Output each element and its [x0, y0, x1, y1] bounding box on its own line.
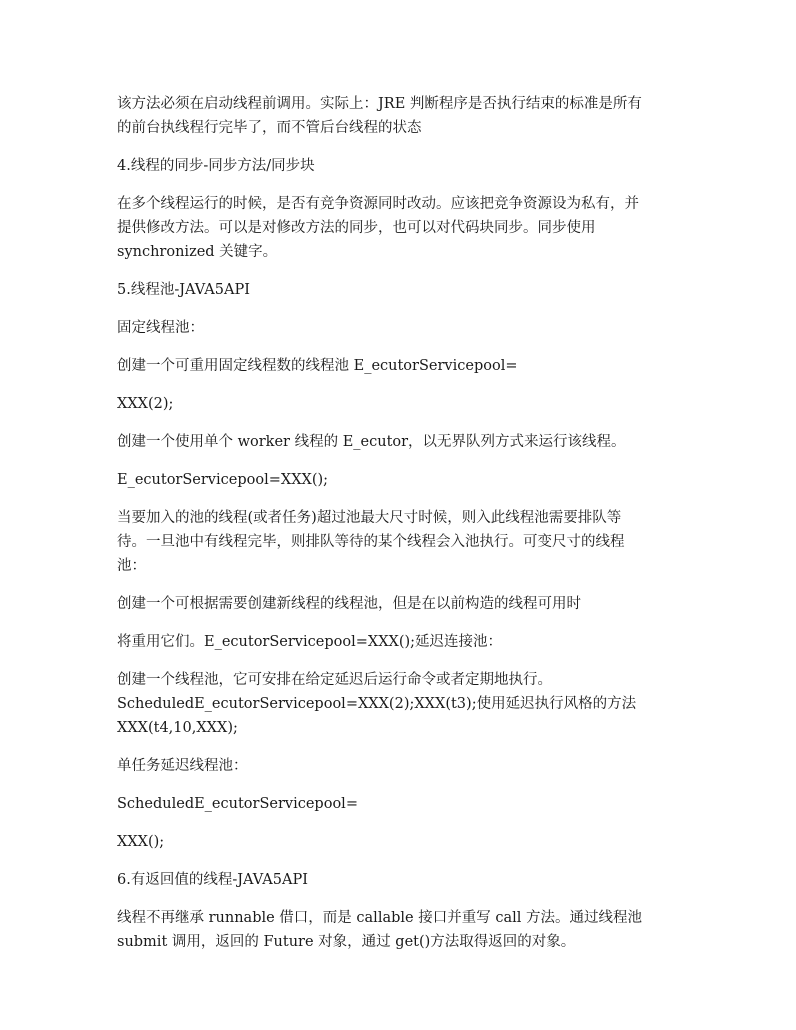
text-line: 当要加入的池的线程(或者任务)超过池最大尺寸时候，则入此线程池需要排队等: [117, 510, 622, 526]
code-fixed-pool: [117, 392, 682, 416]
text-line: 在多个线程运行的时候，是否有竞争资源同时改动。应该把竞争资源设为私有，并: [117, 196, 639, 212]
paragraph-cached-pool: [117, 592, 682, 616]
text-line: 将重用它们。E_ecutorServicepool=XXX();延迟连接池：: [117, 634, 503, 650]
text-line: ScheduledE_ecutorServicepool=: [117, 796, 358, 812]
paragraph-single-worker: [117, 430, 682, 454]
text-line: 提供修改方法。可以是对修改方法的同步，也可以对代码块同步。同步使用: [117, 220, 596, 236]
code-single-scheduled-1: [117, 792, 682, 816]
text-line: 的前台执线程行完毕了，而不管后台线程的状态: [117, 120, 422, 136]
text-line: E_ecutorServicepool=XXX();: [117, 472, 329, 488]
text-line: 单任务延迟线程池：: [117, 758, 248, 774]
text-line: 5.线程池-JAVA5API: [117, 282, 250, 298]
paragraph-sync-desc: [117, 192, 682, 264]
heading-thread-sync: [117, 154, 682, 178]
text-line: 创建一个可根据需要创建新线程的线程池，但是在以前构造的线程可用时: [117, 596, 581, 612]
label-single-scheduled: [117, 754, 682, 778]
text-line: 6.有返回值的线程-JAVA5API: [117, 872, 308, 888]
heading-thread-pool: [117, 278, 682, 302]
paragraph-daemon-note: [117, 92, 682, 140]
text-line: 创建一个使用单个 worker 线程的 E_ecutor，以无界队列方式来运行该线程。: [117, 434, 626, 450]
paragraph-scheduled-pool: [117, 668, 682, 740]
paragraph-reuse: [117, 630, 682, 654]
text-line: submit 调用，返回的 Future 对象，通过 get()方法取得返回的对象。: [117, 934, 576, 950]
text-line: 该方法必须在启动线程前调用。实际上：JRE 判断程序是否执行结束的标准是所有: [117, 96, 642, 112]
paragraph-queue-desc: [117, 506, 682, 578]
text-line: ScheduledE_ecutorServicepool=XXX(2);XXX(t3);使用延迟执行风格的方法: [117, 696, 637, 712]
text-line: 4.线程的同步-同步方法/同步块: [117, 158, 315, 174]
text-line: 待。一旦池中有线程完毕，则排队等待的某个线程会入池执行。可变尺寸的线程: [117, 534, 625, 550]
text-line: 创建一个可重用固定线程数的线程池 E_ecutorServicepool=: [117, 358, 518, 374]
text-line: XXX();: [117, 834, 165, 850]
paragraph-callable-desc: [117, 906, 682, 954]
heading-callable: [117, 868, 682, 892]
text-line: XXX(2);: [117, 396, 174, 412]
paragraph-fixed-pool-desc: [117, 354, 682, 378]
text-line: synchronized 关键字。: [117, 244, 278, 260]
text-line: 线程不再继承 runnable 借口，而是 callable 接口并重写 call 方法。通过线程池: [117, 910, 642, 926]
label-fixed-pool: [117, 316, 682, 340]
text-line: 池：: [117, 558, 146, 574]
text-line: 固定线程池：: [117, 320, 204, 336]
text-line: 创建一个线程池，它可安排在给定延迟后运行命令或者定期地执行。: [117, 672, 552, 688]
document-page: [117, 92, 682, 968]
code-single-worker: [117, 468, 682, 492]
code-single-scheduled-2: [117, 830, 682, 854]
text-line: XXX(t4,10,XXX);: [117, 720, 238, 736]
